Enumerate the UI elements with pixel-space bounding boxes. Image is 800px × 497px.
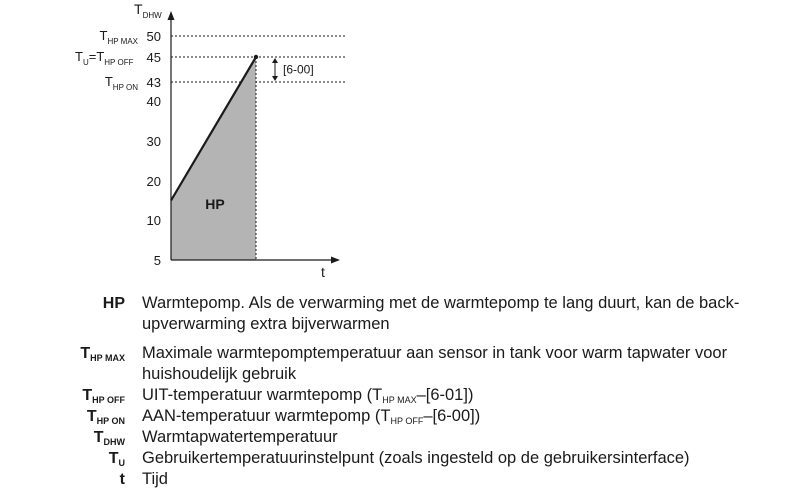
ref-name-label-43: $T_{HP ON}$ [104, 74, 138, 92]
y-tick-label-5: 5 [153, 253, 161, 268]
legend-term: t [119, 471, 125, 488]
ref-name-label-45: $T_U=T_{HP OFF}$ [75, 49, 134, 67]
y-axis-label: $T_{DHW}$ [134, 1, 162, 20]
legend-desc: UIT-temperatuur warmtepomp $(T_{HP MAX}-[6-01])$ [142, 386, 474, 405]
legend-desc: Maximale warmtepomptemperatuur aan sensor in tank voor warm tapwater voor huishoudelijk gebruik [142, 344, 728, 383]
y-axis-arrow [168, 11, 175, 20]
y-tick-label-20: 20 [146, 174, 161, 189]
hp-area-fill [171, 57, 256, 260]
x-axis-label: t [321, 264, 325, 280]
legend-desc: Warmtepomp. Als de verwarming met de warmtepomp te lang duurt, kan de back- upverwarming extra bijverwarmen [142, 294, 740, 333]
ref-name-label-50: $T_{HP MAX}$ [99, 28, 138, 46]
legend-term: $T_U$ [108, 450, 125, 468]
y-ticks [147, 94, 161, 268]
y-tick-label-10: 10 [146, 213, 161, 228]
y-tick-label-30: 30 [146, 134, 161, 149]
ref-value-label-50: 50 [146, 29, 161, 44]
hp-area [171, 55, 258, 260]
y-tick-label-40: 40 [146, 94, 161, 109]
legend-term: $T_{HP MAX}$ [80, 345, 125, 363]
reference-lines [171, 36, 346, 82]
delta-label: [6-00] [283, 62, 314, 77]
legend-desc: Tijd [142, 470, 168, 488]
legend-desc: Gebruikertemperatuurinstelpunt (zoals ingesteld op de gebruikersinterface) [142, 449, 690, 467]
delta-arrow-up [272, 58, 278, 63]
delta-arrow-down [272, 76, 278, 81]
x-axis-arrow [331, 257, 340, 264]
hp-area-label: HP [205, 196, 225, 212]
legend-term: $T_{DHW}$ [93, 429, 125, 447]
series-endpoint [254, 55, 258, 59]
legend-desc: Warmtapwatertemperatuur [142, 428, 338, 446]
reference-labels [75, 28, 314, 92]
ref-value-label-43: 43 [146, 75, 161, 90]
legend-desc: AAN-temperatuur warmtepomp $(T_{HP OFF}-[6-00])$ [142, 407, 481, 426]
ref-value-label-45: 45 [146, 50, 161, 65]
legend-term: HP [102, 295, 125, 312]
legend-term: $T_{HP OFF}$ [82, 387, 125, 405]
legend-term: $T_{HP ON}$ [86, 408, 125, 426]
